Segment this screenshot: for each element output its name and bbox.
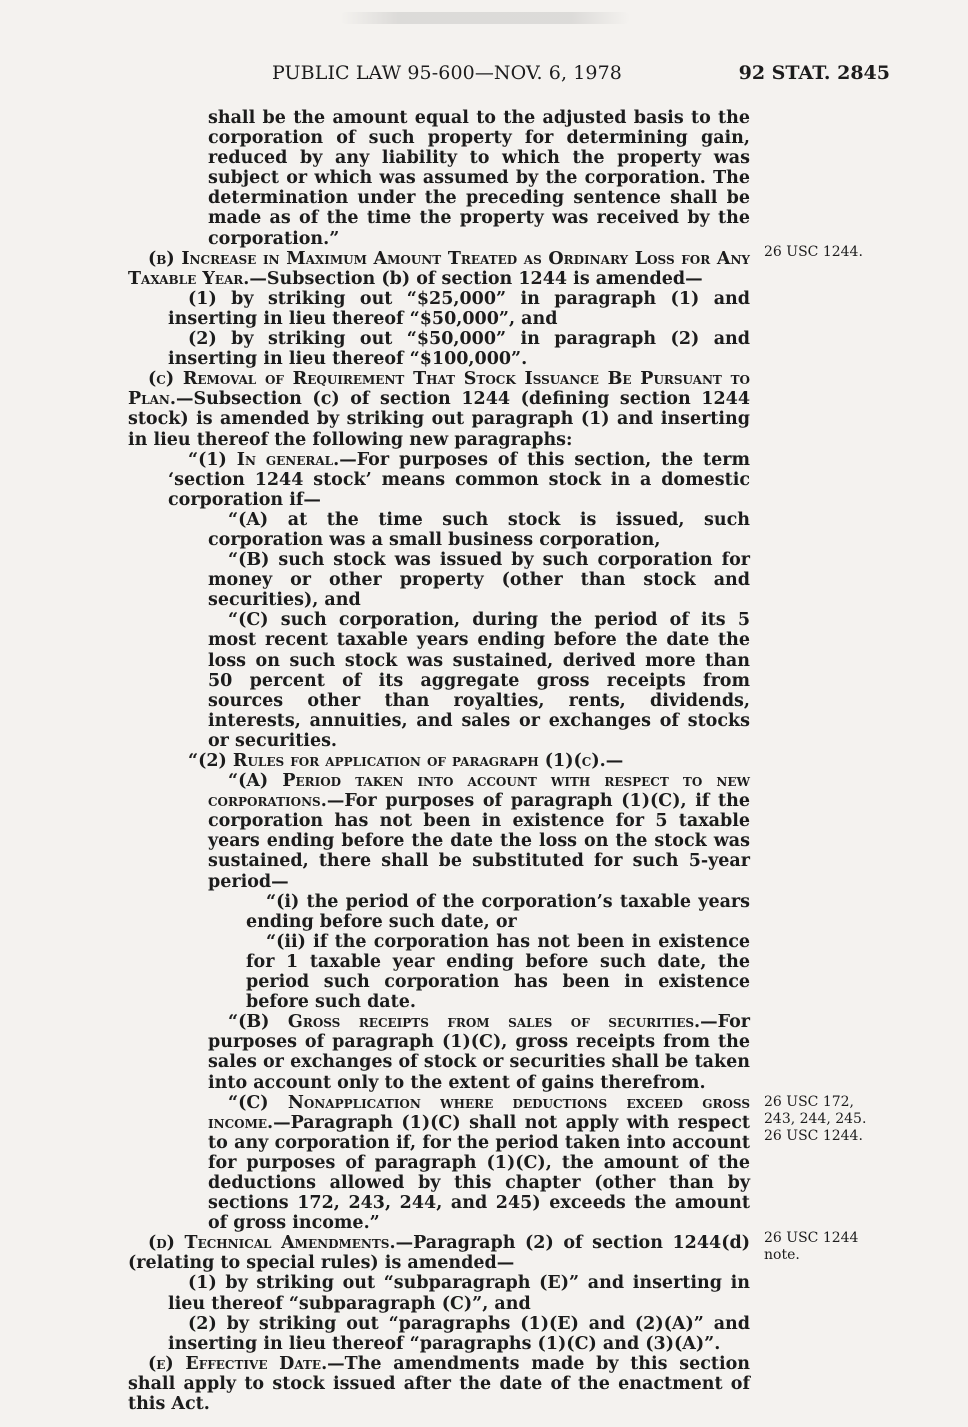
paragraph-text: —Paragraph (2) of section 1244(d) (relating to special rules) is amended— (128, 1233, 751, 1274)
paragraph (128, 329, 750, 369)
paragraph-text: — (605, 751, 624, 771)
paragraph-heading: “(A) Period taken into account with respect to new corporations. (208, 771, 750, 812)
paragraph-heading: “(2) Rules for application of paragraph (1)(c). (188, 751, 606, 771)
paragraph (128, 751, 750, 771)
paragraph-text: —Paragraph (1)(C) shall not apply with respect to any corporation if, for the period taken into account for purposes of paragraph (1)(C), the amount of the deductions allowed by this chapter (other than by sections 172, 243, 244, and 245) exceeds the amount of gross income.” (208, 1112, 750, 1234)
paragraph-text: (1) by striking out “$25,000” in paragraph (1) and inserting in lieu thereof “$50,000”, and (168, 288, 750, 329)
paragraph (128, 1314, 750, 1354)
margin-note-172-245: 26 USC 172, 243, 244, 245. 26 USC 1244. (764, 1094, 867, 1144)
paragraph-text: —For purposes of paragraph (1)(C), gross receipts from the sales or exchanges of stock or securities shall be taken into account only to the extent of gains therefrom. (208, 1012, 750, 1093)
page-header-stat: 92 STAT. 2845 (738, 62, 890, 84)
paragraph-heading: “(C) Nonapplication where deductions exceed gross income. (208, 1092, 750, 1133)
paragraph (128, 550, 750, 610)
paragraph-text: —The amendments made by this section shall apply to stock issued after the date of the enactment of this Act. (128, 1353, 750, 1414)
paragraph-text: “(B) such stock was issued by such corporation for money or other property (other than stock and securities), and (208, 550, 750, 611)
paragraph (128, 369, 750, 449)
paragraph-text: “(C) such corporation, during the period of its 5 most recent taxable years ending before the date the loss on such stock was sustained, derived more than 50 percent of its aggregate gross receipts from sources other than royalties, rents, dividends, interests, annuities, and sales or exchanges of stocks or securities. (208, 610, 750, 751)
paragraph-text: (2) by striking out “$50,000” in paragraph (2) and inserting in lieu thereof “$100,000”. (168, 329, 750, 370)
paragraph (128, 510, 750, 550)
statute-body (128, 108, 750, 1414)
paragraph-heading: (e) Effective Date. (148, 1353, 328, 1374)
paragraph (128, 1093, 750, 1234)
paragraph-text: shall be the amount equal to the adjusted basis to the corporation of such property for determining gain, reduced by any liability to which the property was subject or which was assumed by the corporation. The determination under the preceding sentence shall be made as of the time the property was received by the corporation.” (208, 108, 750, 249)
paragraph (128, 108, 750, 249)
paragraph-heading: (b) Increase in Maximum Amount Treated as Ordinary Loss for Any Taxable Year. (128, 248, 750, 289)
paragraph-text: —Subsection (b) of section 1244 is amended— (249, 268, 703, 289)
bleed-through-mark (340, 12, 630, 24)
paragraph-text: (2) by striking out “paragraphs (1)(E) and (2)(A)” and inserting in lieu thereof “paragraphs (1)(C) and (3)(A)”. (168, 1313, 750, 1354)
paragraph (128, 771, 750, 892)
paragraph (128, 892, 750, 932)
paragraph-text: —For purposes of this section, the term ‘section 1244 stock’ means common stock in a domestic corporation if— (168, 449, 751, 510)
paragraph-text: “(A) at the time such stock is issued, such corporation was a small business corporation, (208, 509, 750, 550)
paragraph-heading: “(1) In general. (188, 449, 340, 470)
margin-note-1244-note: 26 USC 1244 note. (764, 1230, 859, 1263)
paragraph-heading: (c) Removal of Requirement That Stock Issuance Be Pursuant to Plan. (128, 369, 750, 410)
paragraph (128, 1354, 750, 1414)
paragraph-text: “(i) the period of the corporation’s taxable years ending before such date, or (246, 891, 750, 932)
paragraph-text: —For purposes of paragraph (1)(C), if the corporation has not been in existence for 5 taxable years ending before the date the loss on the stock was sustained, there shall be substituted for such 5-year period— (208, 791, 750, 892)
paragraph (128, 1273, 750, 1313)
paragraph (128, 289, 750, 329)
paragraph-text: (1) by striking out “subparagraph (E)” and inserting in lieu thereof “subparagraph (C)”, and (168, 1273, 750, 1314)
page-header-title: PUBLIC LAW 95-600—NOV. 6, 1978 (272, 62, 622, 84)
paragraph-text: “(ii) if the corporation has not been in existence for 1 taxable year ending before such date, the period such corporation has been in existence before such date. (246, 931, 750, 1013)
paragraph (128, 249, 750, 289)
paragraph (128, 1233, 750, 1273)
paragraph-heading: “(B) Gross receipts from sales of securities. (228, 1012, 701, 1033)
paragraph (128, 610, 750, 751)
paragraph-text: —Subsection (c) of section 1244 (defining section 1244 stock) is amended by striking out paragraph (1) and inserting in lieu thereof the following new paragraphs: (128, 389, 750, 450)
paragraph-heading: (d) Technical Amendments. (148, 1233, 396, 1254)
paragraph (128, 450, 750, 510)
paragraph (128, 932, 750, 1012)
paragraph (128, 1012, 750, 1092)
margin-note-1244: 26 USC 1244. (764, 244, 863, 260)
